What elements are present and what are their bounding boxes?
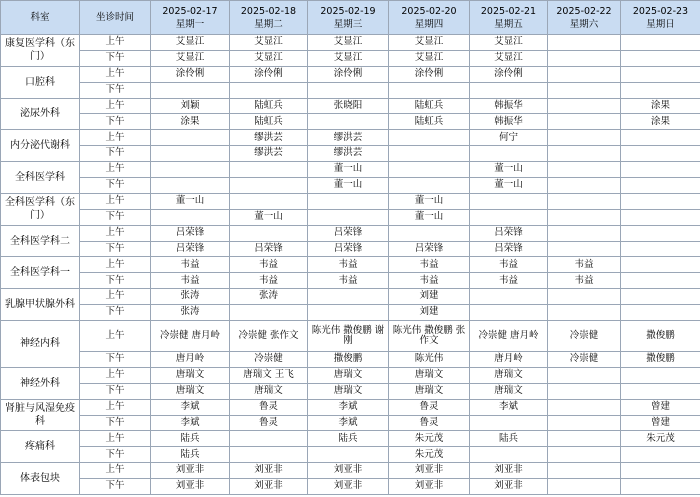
doctor-cell (548, 146, 621, 162)
table-row (1, 130, 700, 146)
doctor-cell: 朱元茂 (389, 431, 470, 447)
doctor-cell (389, 225, 470, 241)
doctor-cell (548, 98, 621, 114)
doctor-cell: 韩振华 (470, 98, 548, 114)
doctor-cell (621, 209, 700, 225)
table-row (1, 178, 700, 194)
doctor-cell: 吕荣锋 (308, 225, 389, 241)
header-dept: 科室 (1, 1, 80, 35)
session-label: 上午 (80, 130, 151, 146)
doctor-cell: 韦益 (470, 273, 548, 289)
doctor-cell (548, 289, 621, 305)
table-row (1, 273, 700, 289)
doctor-cell: 李斌 (470, 399, 548, 415)
session-label: 上午 (80, 321, 151, 352)
table-row (1, 241, 700, 257)
session-label: 下午 (80, 479, 151, 495)
doctor-cell: 陆兵 (308, 431, 389, 447)
doctor-cell (230, 225, 308, 241)
doctor-cell: 艾显江 (389, 35, 470, 51)
department-name: 神经内科 (1, 321, 80, 368)
table-row (1, 415, 700, 431)
table-row (1, 463, 700, 479)
doctor-cell: 李斌 (151, 399, 230, 415)
doctor-cell (621, 130, 700, 146)
doctor-cell (389, 130, 470, 146)
doctor-cell: 陆兵 (151, 431, 230, 447)
session-label: 下午 (80, 383, 151, 399)
doctor-cell: 刘亚非 (308, 463, 389, 479)
session-label: 下午 (80, 352, 151, 368)
doctor-cell: 陈光伟 (389, 352, 470, 368)
doctor-cell (548, 367, 621, 383)
doctor-cell (548, 50, 621, 66)
session-label: 上午 (80, 66, 151, 82)
doctor-cell (548, 178, 621, 194)
doctor-cell: 艾显江 (470, 35, 548, 51)
doctor-cell: 艾显江 (470, 50, 548, 66)
doctor-cell (151, 209, 230, 225)
doctor-cell (621, 447, 700, 463)
doctor-cell: 唐瑞文 (470, 383, 548, 399)
doctor-cell: 鲁灵 (389, 415, 470, 431)
session-label: 上午 (80, 98, 151, 114)
doctor-cell: 韦益 (151, 257, 230, 273)
doctor-cell: 刘亚非 (151, 479, 230, 495)
session-label: 上午 (80, 257, 151, 273)
session-label: 下午 (80, 82, 151, 98)
table-row (1, 66, 700, 82)
doctor-cell: 鲁灵 (389, 399, 470, 415)
doctor-cell: 唐瑞文 (389, 383, 470, 399)
session-label: 下午 (80, 305, 151, 321)
doctor-cell (548, 383, 621, 399)
doctor-cell: 唐瑞文 (308, 367, 389, 383)
department-name: 康复医学科（东门） (1, 35, 80, 67)
doctor-cell: 刘建 (389, 289, 470, 305)
doctor-cell (548, 66, 621, 82)
header-day (621, 1, 700, 35)
doctor-cell: 曾建 (621, 399, 700, 415)
doctor-cell: 艾显江 (230, 35, 308, 51)
doctor-cell (548, 130, 621, 146)
table-row (1, 209, 700, 225)
session-label: 下午 (80, 241, 151, 257)
doctor-cell (308, 193, 389, 209)
doctor-cell: 韩振华 (470, 114, 548, 130)
doctor-cell (548, 82, 621, 98)
session-label: 下午 (80, 415, 151, 431)
department-name: 口腔科 (1, 66, 80, 98)
session-label: 上午 (80, 399, 151, 415)
doctor-cell: 朱元茂 (389, 447, 470, 463)
department-name: 全科医学科 (1, 162, 80, 194)
doctor-cell: 涂伶俐 (151, 66, 230, 82)
doctor-cell: 缪洪芸 (230, 130, 308, 146)
table-row (1, 162, 700, 178)
doctor-cell (621, 50, 700, 66)
doctor-cell: 冷崇健 张作文 (230, 321, 308, 352)
doctor-cell: 张晓阳 (308, 98, 389, 114)
department-name: 肾脏与风湿免疫科 (1, 399, 80, 431)
doctor-cell: 何宁 (470, 130, 548, 146)
doctor-cell (389, 162, 470, 178)
doctor-cell: 董一山 (389, 193, 470, 209)
doctor-cell (548, 241, 621, 257)
doctor-cell: 韦益 (230, 273, 308, 289)
doctor-cell: 韦益 (308, 273, 389, 289)
doctor-cell: 陈光伟 撒俊鹏 谢刚 (308, 321, 389, 352)
doctor-cell: 缪洪芸 (308, 130, 389, 146)
doctor-cell (621, 82, 700, 98)
doctor-cell (230, 305, 308, 321)
doctor-cell (621, 225, 700, 241)
doctor-cell (548, 162, 621, 178)
doctor-cell: 吕荣锋 (470, 241, 548, 257)
doctor-cell: 刘亚非 (151, 463, 230, 479)
department-name: 疼痛科 (1, 431, 80, 463)
doctor-cell: 冷崇健 (548, 352, 621, 368)
doctor-cell (548, 114, 621, 130)
doctor-cell (548, 447, 621, 463)
table-row (1, 225, 700, 241)
doctor-cell (230, 178, 308, 194)
doctor-cell: 韦益 (151, 273, 230, 289)
doctor-cell: 张涛 (151, 289, 230, 305)
doctor-cell: 冷崇健 (230, 352, 308, 368)
doctor-cell: 冷崇健 唐月岭 (470, 321, 548, 352)
doctor-cell (548, 225, 621, 241)
doctor-cell: 陆虹兵 (389, 98, 470, 114)
doctor-cell: 艾显江 (308, 50, 389, 66)
table-row (1, 50, 700, 66)
doctor-cell: 唐瑞文 王飞 (230, 367, 308, 383)
doctor-cell: 曾建 (621, 415, 700, 431)
doctor-cell (621, 193, 700, 209)
session-label: 上午 (80, 225, 151, 241)
doctor-cell: 鲁灵 (230, 399, 308, 415)
doctor-cell (548, 479, 621, 495)
session-label: 上午 (80, 431, 151, 447)
doctor-cell: 唐瑞文 (389, 367, 470, 383)
doctor-cell (308, 114, 389, 130)
department-name: 内分泌代谢科 (1, 130, 80, 162)
doctor-cell (151, 178, 230, 194)
table-row (1, 479, 700, 495)
table-row (1, 98, 700, 114)
schedule-body (1, 35, 700, 495)
doctor-cell: 缪洪芸 (308, 146, 389, 162)
doctor-cell (470, 415, 548, 431)
doctor-cell: 刘颖 (151, 98, 230, 114)
doctor-cell (230, 193, 308, 209)
doctor-cell: 李斌 (151, 415, 230, 431)
doctor-cell: 刘亚非 (470, 463, 548, 479)
header-date: 2025-02-23 (632, 5, 689, 17)
doctor-cell: 涂伶俐 (230, 66, 308, 82)
doctor-cell (548, 431, 621, 447)
doctor-cell: 撒俊鹏 (621, 352, 700, 368)
doctor-cell (151, 162, 230, 178)
doctor-cell (621, 479, 700, 495)
department-name: 全科医学科（东门） (1, 193, 80, 225)
doctor-cell (389, 82, 470, 98)
doctor-cell: 唐月岭 (151, 352, 230, 368)
doctor-cell: 唐瑞文 (308, 383, 389, 399)
header-session: 坐诊时间 (80, 1, 151, 35)
doctor-cell: 韦益 (230, 257, 308, 273)
doctor-cell: 唐月岭 (470, 352, 548, 368)
header-weekday: 星期一 (175, 18, 205, 30)
doctor-cell: 冷崇健 唐月岭 (151, 321, 230, 352)
doctor-cell: 涂伶俐 (308, 66, 389, 82)
table-row (1, 193, 700, 209)
session-label: 下午 (80, 447, 151, 463)
doctor-cell (151, 146, 230, 162)
session-label: 下午 (80, 209, 151, 225)
doctor-cell: 刘亚非 (389, 463, 470, 479)
doctor-cell (308, 447, 389, 463)
table-row (1, 289, 700, 305)
department-name: 全科医学科二 (1, 225, 80, 257)
doctor-cell (308, 209, 389, 225)
header-weekday: 星期三 (333, 18, 363, 30)
doctor-cell: 李斌 (308, 399, 389, 415)
doctor-cell: 董一山 (308, 178, 389, 194)
doctor-cell: 吕荣锋 (151, 241, 230, 257)
doctor-cell (308, 82, 389, 98)
doctor-cell: 朱元茂 (621, 431, 700, 447)
doctor-cell: 冷崇健 (548, 321, 621, 352)
doctor-cell: 吕荣锋 (389, 241, 470, 257)
header-day (230, 1, 308, 35)
doctor-cell: 缪洪芸 (230, 146, 308, 162)
doctor-cell: 陆虹兵 (389, 114, 470, 130)
doctor-cell: 张涛 (151, 305, 230, 321)
table-row (1, 82, 700, 98)
header-weekday: 星期四 (414, 18, 444, 30)
doctor-cell: 董一山 (151, 193, 230, 209)
header-weekday: 星期六 (569, 18, 599, 30)
doctor-cell: 陈光伟 撒俊鹏 张作文 (389, 321, 470, 352)
header-date: 2025-02-19 (320, 5, 376, 17)
department-name: 全科医学科一 (1, 257, 80, 289)
header-weekday: 星期五 (494, 18, 523, 30)
header-weekday: 星期二 (254, 18, 283, 30)
doctor-cell: 董一山 (389, 209, 470, 225)
doctor-cell (548, 463, 621, 479)
header-date: 2025-02-17 (162, 5, 218, 17)
doctor-cell (621, 383, 700, 399)
header-row (1, 1, 700, 35)
table-row (1, 367, 700, 383)
doctor-cell (230, 431, 308, 447)
doctor-cell (548, 305, 621, 321)
table-row (1, 447, 700, 463)
session-label: 下午 (80, 178, 151, 194)
doctor-cell (621, 257, 700, 273)
table-row (1, 146, 700, 162)
department-name: 泌尿外科 (1, 98, 80, 130)
doctor-cell: 艾显江 (389, 50, 470, 66)
doctor-cell: 刘亚非 (470, 479, 548, 495)
doctor-cell: 艾显江 (308, 35, 389, 51)
doctor-cell: 李斌 (308, 415, 389, 431)
doctor-cell (621, 66, 700, 82)
doctor-cell (230, 82, 308, 98)
table-row (1, 35, 700, 51)
header-day (470, 1, 548, 35)
session-label: 下午 (80, 50, 151, 66)
doctor-cell (621, 273, 700, 289)
doctor-cell: 董一山 (230, 209, 308, 225)
doctor-cell: 张涛 (230, 289, 308, 305)
table-row (1, 383, 700, 399)
doctor-cell: 涂果 (621, 98, 700, 114)
doctor-cell: 刘亚非 (230, 479, 308, 495)
doctor-cell (470, 146, 548, 162)
doctor-cell: 唐瑞文 (470, 367, 548, 383)
doctor-cell (230, 162, 308, 178)
doctor-cell (621, 178, 700, 194)
doctor-cell: 刘亚非 (389, 479, 470, 495)
doctor-cell: 艾显江 (230, 50, 308, 66)
table-row (1, 305, 700, 321)
doctor-cell: 陆兵 (470, 431, 548, 447)
doctor-cell: 艾显江 (151, 35, 230, 51)
doctor-cell: 韦益 (470, 257, 548, 273)
doctor-cell: 唐瑞文 (151, 383, 230, 399)
department-name: 乳腺甲状腺外科 (1, 289, 80, 321)
doctor-cell (548, 35, 621, 51)
doctor-cell (470, 289, 548, 305)
table-row (1, 431, 700, 447)
doctor-cell: 鲁灵 (230, 415, 308, 431)
doctor-cell (230, 447, 308, 463)
doctor-cell: 涂伶俐 (389, 66, 470, 82)
session-label: 上午 (80, 162, 151, 178)
doctor-cell: 撒俊鹏 (308, 352, 389, 368)
doctor-cell: 涂果 (621, 114, 700, 130)
doctor-cell: 刘亚非 (308, 479, 389, 495)
doctor-cell (621, 146, 700, 162)
doctor-cell (621, 241, 700, 257)
doctor-cell: 唐瑞文 (151, 367, 230, 383)
doctor-cell: 涂伶俐 (470, 66, 548, 82)
session-label: 上午 (80, 463, 151, 479)
doctor-cell: 韦益 (548, 273, 621, 289)
department-name: 体表包块 (1, 463, 80, 495)
doctor-cell: 韦益 (308, 257, 389, 273)
table-row (1, 321, 700, 352)
doctor-cell: 艾显江 (151, 50, 230, 66)
doctor-cell: 董一山 (308, 162, 389, 178)
doctor-cell (621, 289, 700, 305)
header-day (308, 1, 389, 35)
doctor-cell (151, 82, 230, 98)
doctor-cell: 撒俊鹏 (621, 321, 700, 352)
doctor-cell: 韦益 (548, 257, 621, 273)
session-label: 上午 (80, 367, 151, 383)
doctor-cell (470, 82, 548, 98)
doctor-cell: 吕荣锋 (470, 225, 548, 241)
session-label: 下午 (80, 273, 151, 289)
doctor-cell: 陆虹兵 (230, 114, 308, 130)
table-row (1, 257, 700, 273)
doctor-cell: 涂果 (151, 114, 230, 130)
header-day (389, 1, 470, 35)
session-label: 下午 (80, 146, 151, 162)
doctor-cell (621, 162, 700, 178)
doctor-cell: 刘亚非 (230, 463, 308, 479)
doctor-cell (470, 305, 548, 321)
header-weekday: 星期日 (646, 18, 675, 30)
header-day (151, 1, 230, 35)
doctor-cell (621, 305, 700, 321)
header-date: 2025-02-22 (556, 5, 612, 17)
doctor-cell: 韦益 (389, 273, 470, 289)
header-date: 2025-02-20 (401, 5, 457, 17)
doctor-cell (548, 399, 621, 415)
table-row (1, 399, 700, 415)
department-name: 神经外科 (1, 367, 80, 399)
doctor-cell (389, 146, 470, 162)
header-date: 2025-02-18 (240, 5, 297, 17)
doctor-cell (308, 305, 389, 321)
doctor-cell: 吕荣锋 (151, 225, 230, 241)
session-label: 下午 (80, 114, 151, 130)
doctor-cell (470, 209, 548, 225)
doctor-cell (151, 130, 230, 146)
doctor-cell (470, 447, 548, 463)
doctor-cell: 陆虹兵 (230, 98, 308, 114)
header-day (548, 1, 621, 35)
doctor-cell (548, 209, 621, 225)
doctor-cell (308, 289, 389, 305)
doctor-cell (621, 463, 700, 479)
doctor-cell (548, 193, 621, 209)
table-row (1, 114, 700, 130)
session-label: 上午 (80, 193, 151, 209)
doctor-cell (621, 367, 700, 383)
header-date: 2025-02-21 (480, 5, 537, 17)
doctor-cell (470, 193, 548, 209)
doctor-cell: 唐瑞文 (230, 383, 308, 399)
doctor-cell: 吕荣锋 (308, 241, 389, 257)
doctor-cell: 董一山 (470, 178, 548, 194)
doctor-cell: 董一山 (470, 162, 548, 178)
doctor-cell: 吕荣锋 (230, 241, 308, 257)
doctor-cell (548, 415, 621, 431)
doctor-cell: 韦益 (389, 257, 470, 273)
doctor-cell: 陆兵 (151, 447, 230, 463)
table-row (1, 352, 700, 368)
doctor-cell: 刘建 (389, 305, 470, 321)
doctor-cell (621, 35, 700, 51)
session-label: 上午 (80, 289, 151, 305)
doctor-cell (389, 178, 470, 194)
session-label: 上午 (80, 35, 151, 51)
